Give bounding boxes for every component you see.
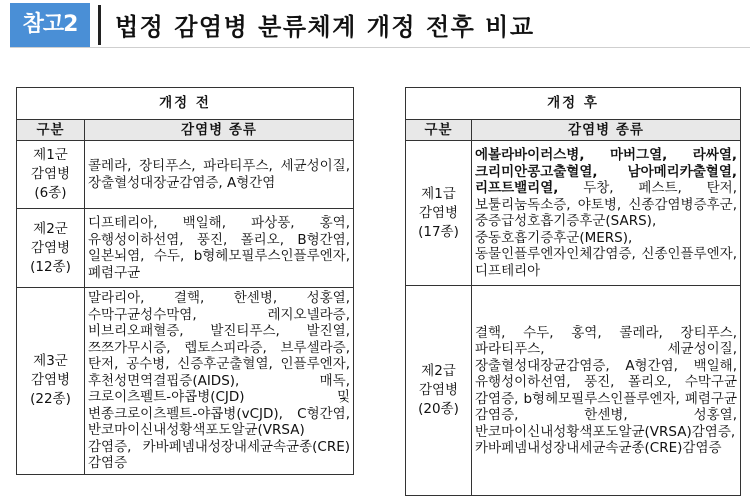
after-col-category: 구분 (406, 120, 472, 141)
table-row (17, 209, 354, 288)
category-label: 감염병 (30, 166, 71, 182)
table-row (406, 286, 741, 496)
category-label: 감염병 (30, 239, 71, 256)
disease-list: 콜레라, 장티푸스, 파라티푸스, 세균성이질, 장출혈성대장균감염증, A형간염 (85, 141, 354, 209)
category-label: 제2급 (421, 363, 456, 379)
category-cell (17, 141, 85, 209)
category-cell (17, 209, 85, 288)
title-divider (98, 5, 101, 45)
disease-list: 말라리아, 결핵, 한센병, 성홍열, 수막구균성수막염, 레지오넬라증, 비브리오패혈증, 발진티푸스, 발진열, 쯔쯔가무시증, 렙토스피라증, 브루셀라증, 탄저, 공수병, 신증후군출혈열, 인플루엔자, 후천성면역결핍증(AIDS), 매독, 크로이츠펠트-야콥병(CJD) 및 변종크로이츠펠트-야콥병(vCJD), C형간염, 반코마이신내성황색포도알균(VRSA) 감염증, 카바페넴내성장내세균속균종(CRE) 감염증 (85, 288, 354, 475)
category-count: (12종) (30, 258, 71, 275)
category-label: 감염병 (30, 372, 71, 389)
table-row (406, 141, 741, 286)
table-row (17, 288, 354, 475)
other-disease-list: 두창, 페스트, 탄저, 보툴리눔독소증, 야토병, 신종감염병증후군, 중증급성호흡기증후군(SARS), 중동호흡기증후군(MERS), 동물인플루엔자인체감염증, 신종인플루엔자, 디프테리아 (475, 180, 738, 279)
category-count: (22종) (30, 391, 71, 408)
category-label: 제2군 (33, 220, 68, 237)
before-table-title: 개정 전 (17, 88, 354, 120)
after-revision-table (405, 87, 741, 496)
category-count: (17종) (418, 223, 459, 240)
table-row (17, 141, 354, 209)
after-col-diseases: 감염병 종류 (472, 120, 741, 141)
reference-badge: 참고2 (10, 3, 90, 47)
title-underline (10, 47, 750, 48)
disease-list (472, 141, 741, 286)
category-cell (17, 288, 85, 475)
category-label: 감염병 (418, 204, 459, 221)
category-cell (406, 286, 472, 496)
title-bar (0, 0, 751, 50)
category-count: (20종) (418, 401, 459, 417)
category-label: 감염병 (418, 382, 459, 398)
page-title: 법정 감염병 분류체계 개정 전후 비교 (115, 13, 535, 41)
disease-list: 결핵, 수두, 홍역, 콜레라, 장티푸스, 파라티푸스, 세균성이질, 장출혈성대장균감염증, A형간염, 백일해, 유행성이하선염, 풍진, 폴리오, 수막구균 감염증, b형헤모필루스인플루엔자, 폐렴구균 감염증, 한센병, 성홍열, 반코마이신내성황색포도알균(VRSA)감염증, 카바페넴내성장내세균속균종(CRE)감염증 (472, 286, 741, 496)
category-label: 제1급 (421, 185, 456, 202)
before-col-category: 구분 (17, 120, 85, 141)
before-revision-table (16, 87, 354, 475)
category-label: 제3군 (33, 353, 68, 370)
vhf-disease-list: 에볼라바이러스병, 마버그열, 라싸열, 크리미안콩고출혈열, 남아메리카출혈열, 리프트밸리열, (475, 147, 738, 196)
category-cell (406, 141, 472, 286)
category-count: (6종) (34, 185, 67, 201)
after-table-title: 개정 후 (406, 88, 741, 120)
disease-list: 디프테리아, 백일해, 파상풍, 홍역, 유행성이하선염, 풍진, 폴리오, B형간염, 일본뇌염, 수두, b형헤모필루스인플루엔자, 폐렴구균 (85, 209, 354, 288)
before-col-diseases: 감염병 종류 (85, 120, 354, 141)
category-label: 제1군 (33, 147, 68, 163)
